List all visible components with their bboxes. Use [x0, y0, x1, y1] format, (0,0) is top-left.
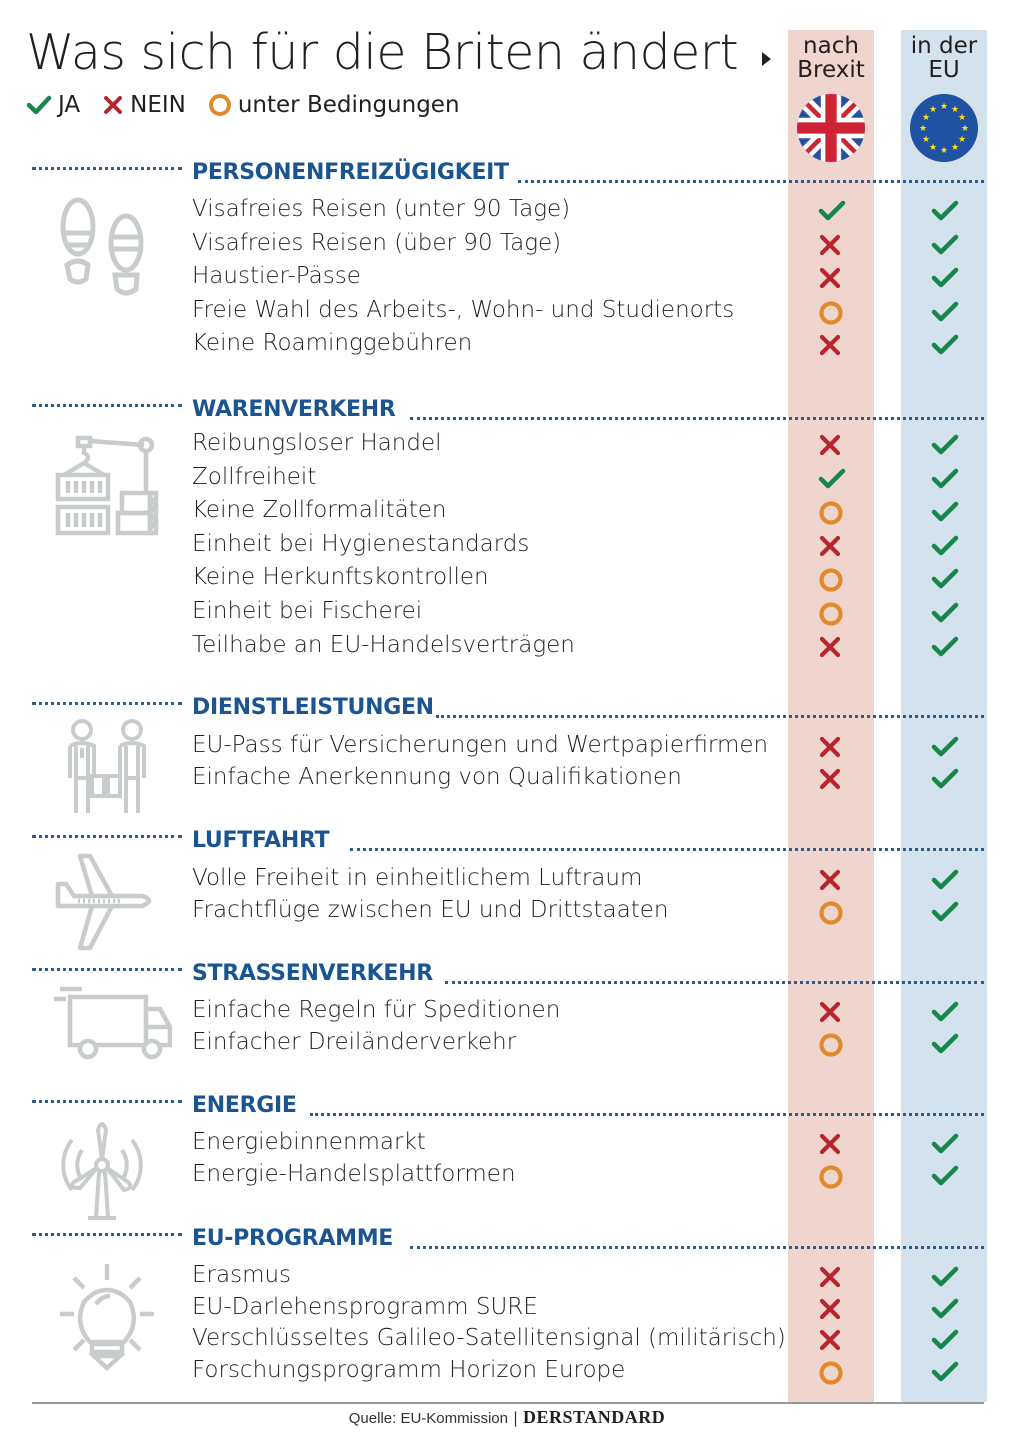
section-divider-left — [32, 835, 182, 838]
row-label: Keine Zollformalitäten — [192, 497, 447, 524]
businessmen-icon — [52, 718, 162, 822]
section-title: ENERGIE — [192, 1093, 297, 1118]
brexit-circle-icon — [817, 566, 845, 594]
section-divider-right — [310, 1113, 984, 1116]
eu-check-icon — [930, 1131, 958, 1159]
section-title: PERSONENFREIZÜGIGKEIT — [192, 160, 509, 185]
footer — [0, 1407, 1014, 1428]
legend-label: NEIN — [130, 92, 186, 118]
legend-item-ja — [26, 92, 80, 118]
eu-check-icon — [930, 499, 958, 527]
row-label: Visafreies Reisen (über 90 Tage) — [192, 229, 562, 256]
eu-check-icon — [930, 1296, 958, 1324]
svg-text:★: ★ — [957, 135, 967, 145]
row-label: Einheit bei Hygienestandards — [192, 530, 530, 557]
section-divider-right — [436, 715, 984, 718]
column-header-eu — [901, 34, 987, 82]
column-header-brexit — [788, 34, 874, 82]
row-label: Forschungsprogramm Horizon Europe — [192, 1356, 626, 1383]
section-divider-right — [350, 848, 984, 851]
brexit-cross-icon — [817, 999, 845, 1027]
brexit-cross-icon — [817, 1131, 845, 1159]
brexit-cross-icon — [817, 1327, 845, 1355]
legend-item-nein — [102, 92, 186, 118]
section-title: DIENSTLEISTUNGEN — [192, 695, 434, 720]
source-text: Quelle: EU-Kommission — [348, 1410, 508, 1427]
svg-text:★: ★ — [939, 146, 949, 156]
section-divider-right — [518, 180, 984, 183]
brexit-cross-icon — [817, 332, 845, 360]
section-divider-left — [32, 404, 182, 407]
section-title: WARENVERKEHR — [192, 397, 396, 422]
eu-check-icon — [930, 867, 958, 895]
column-header-line: EU — [928, 57, 960, 83]
footer-divider — [32, 1402, 984, 1404]
row-label: Zollfreiheit — [192, 463, 317, 490]
footprints-icon — [52, 195, 152, 309]
row-label: Keine Roaminggebühren — [192, 330, 473, 356]
brexit-circle-icon — [817, 499, 845, 527]
row-label: Freie Wahl des Arbeits-, Wohn- und Studienorts — [192, 296, 735, 323]
section-divider-left — [32, 1233, 182, 1236]
brexit-circle-icon — [817, 299, 845, 327]
eu-check-icon — [930, 1327, 958, 1355]
brexit-cross-icon — [817, 232, 845, 260]
eu-check-icon — [930, 634, 958, 662]
eu-flag-icon — [910, 94, 978, 162]
eu-check-icon — [930, 1264, 958, 1292]
brexit-check-icon — [817, 466, 845, 494]
section-divider-left — [32, 968, 182, 971]
brexit-circle-icon — [817, 1163, 845, 1191]
legend-label: JA — [58, 92, 81, 118]
row-label: Energie-Handelsplattformen — [192, 1161, 516, 1187]
section-divider-left — [32, 167, 182, 170]
brexit-check-icon — [817, 198, 845, 226]
footer-separator: | — [512, 1409, 519, 1427]
eu-check-icon — [930, 1359, 958, 1387]
row-label: Einfache Anerkennung von Qualifikationen — [192, 764, 682, 790]
section-title: LUFTFAHRT — [192, 828, 330, 853]
row-label: Einfacher Dreiländerverkehr — [192, 1029, 517, 1055]
legend-item-bedingungen — [208, 92, 460, 118]
brexit-circle-icon — [817, 1031, 845, 1059]
arrow-right-icon — [762, 52, 771, 66]
row-label: Haustier-Pässe — [192, 263, 361, 289]
brexit-cross-icon — [817, 1296, 845, 1324]
eu-check-icon — [930, 600, 958, 628]
section-title: EU-PROGRAMME — [192, 1226, 394, 1251]
uk-flag-icon — [797, 94, 865, 162]
svg-text:★: ★ — [950, 105, 960, 115]
svg-text:★: ★ — [921, 135, 931, 145]
brexit-circle-icon — [817, 600, 845, 628]
legend-label: unter Bedingungen — [237, 92, 460, 118]
brexit-cross-icon — [817, 265, 845, 293]
eu-check-icon — [930, 332, 958, 360]
airplane-icon — [52, 848, 162, 962]
lightbulb-icon — [52, 1262, 162, 1376]
row-label: Visafreies Reisen (unter 90 Tage) — [192, 196, 571, 222]
brexit-cross-icon — [817, 1264, 845, 1292]
column-header-line: in der — [910, 33, 978, 59]
brexit-cross-icon — [817, 533, 845, 561]
column-header-line: Brexit — [797, 57, 865, 83]
eu-check-icon — [930, 198, 958, 226]
column-header-line: nach — [803, 33, 859, 59]
section-divider-right — [410, 417, 984, 420]
eu-check-icon — [930, 232, 958, 260]
check-icon — [26, 94, 52, 116]
row-label: EU-Pass für Versicherungen und Wertpapierfirmen — [192, 732, 769, 758]
eu-check-icon — [930, 734, 958, 762]
row-label: Keine Herkunftskontrollen — [192, 564, 489, 591]
brexit-cross-icon — [817, 634, 845, 662]
svg-text:★: ★ — [950, 143, 960, 153]
eu-check-icon — [930, 999, 958, 1027]
eu-check-icon — [930, 265, 958, 293]
svg-text:★: ★ — [918, 124, 928, 134]
eu-check-icon — [930, 566, 958, 594]
row-label: Teilhabe an EU-Handelsverträgen — [192, 631, 575, 658]
svg-text:★: ★ — [960, 124, 970, 134]
legend — [26, 92, 482, 118]
eu-check-icon — [930, 466, 958, 494]
wind-turbine-icon — [52, 1110, 152, 1224]
brexit-circle-icon — [817, 1359, 845, 1387]
circle-icon — [208, 93, 232, 117]
section-divider-left — [32, 1100, 182, 1103]
page-title: Was sich für die Briten ändert — [26, 24, 739, 81]
cross-icon — [102, 94, 124, 116]
section-divider-right — [445, 981, 984, 984]
eu-check-icon — [930, 1031, 958, 1059]
row-label: Energiebinnenmarkt — [192, 1129, 426, 1155]
row-label: Frachtflüge zwischen EU und Drittstaaten — [192, 897, 669, 923]
section-divider-right — [410, 1246, 984, 1249]
row-label: Einheit bei Fischerei — [192, 598, 423, 624]
eu-check-icon — [930, 533, 958, 561]
brexit-circle-icon — [817, 899, 845, 927]
crane-containers-icon — [52, 435, 162, 549]
section-divider-left — [32, 702, 182, 705]
eu-check-icon — [930, 299, 958, 327]
row-label: Einfache Regeln für Speditionen — [192, 997, 561, 1023]
brexit-cross-icon — [817, 432, 845, 460]
brexit-cross-icon — [817, 867, 845, 895]
row-label: Erasmus — [192, 1262, 292, 1288]
svg-text:★: ★ — [928, 143, 938, 153]
row-label: EU-Darlehensprogramm SURE — [192, 1293, 538, 1320]
eu-check-icon — [930, 432, 958, 460]
svg-text:★: ★ — [921, 113, 931, 123]
eu-check-icon — [930, 766, 958, 794]
svg-text:★: ★ — [939, 102, 949, 112]
row-label: Verschlüsseltes Galileo-Satellitensignal (militärisch) — [192, 1325, 786, 1351]
svg-text:★: ★ — [957, 113, 967, 123]
brexit-cross-icon — [817, 734, 845, 762]
eu-check-icon — [930, 1163, 958, 1191]
truck-icon — [52, 985, 172, 1069]
brand-logo: DERSTANDARD — [523, 1407, 666, 1427]
svg-text:★: ★ — [928, 105, 938, 115]
row-label: Volle Freiheit in einheitlichem Luftraum — [192, 865, 643, 891]
row-label: Reibungsloser Handel — [192, 430, 442, 456]
section-title: STRASSENVERKEHR — [192, 961, 433, 986]
brexit-cross-icon — [817, 766, 845, 794]
eu-check-icon — [930, 899, 958, 927]
